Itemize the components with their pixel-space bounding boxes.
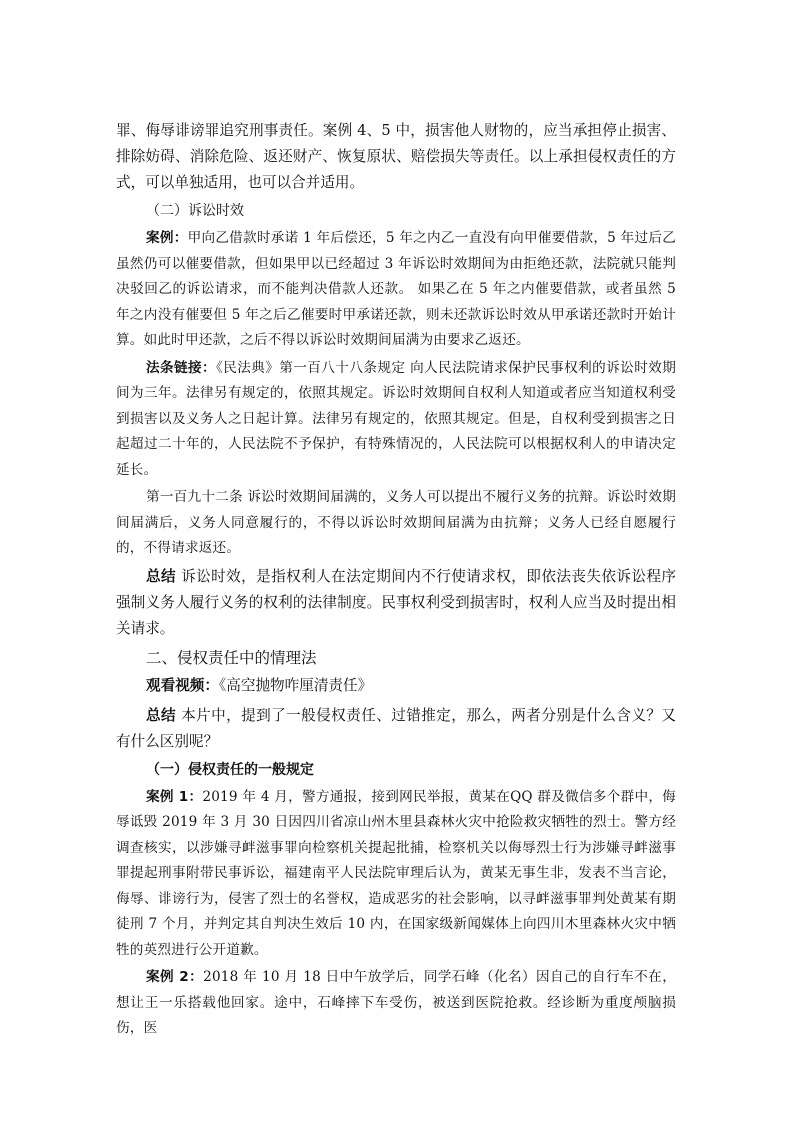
video-label: 观看视频： [146, 676, 219, 694]
paragraph-liability-methods: 罪、侮辱诽谤罪追究刑事责任。案例 4、5 中，损害他人财物的，应当承担停止损害、排除妨碍、消除危险、返还财产、恢复原状、赔偿损失等责任。以上承担侵权责任的方式，可以单独适用，也可以合并适用。 [116, 122, 676, 191]
law-link-text: 《民法典》第一百八十八条规定 向人民法院请求保护民事权利的诉讼时效期间为三年。法律另有规定的，依照其规定。诉讼时效期间自权利人知道或者应当知道权利受到损害以及义务人之日起计算。法律另有规定的，依照其规定。但是，自权利受到损害之日起超过二十年的，人民法院不予保护，有特殊情况的，人民法院可以根据权利人的申请决定延长。 [116, 359, 677, 478]
paragraph-summary-limitation [116, 564, 676, 642]
case-text: 甲向乙借款时承诺 1 年后偿还，5 年之内乙一直没有向甲催要借款，5 年过后乙虽然仍可以催要借款，但如果甲以已经超过 3 年诉讼时效期间为由拒绝还款，法院就只能判决驳回乙的诉讼请求，而不能判决借款人还款。 如果乙在 5 年之内催要借款，或者虽然 5 年之内没有催要但 5 年之后乙催要时甲承诺还款，则未还款诉讼时效从甲承诺还款时开始计算。如此时甲还款，之后不得以诉讼时效期间届满为由要求乙返还。 [116, 230, 676, 348]
heading-limitation-period: （二）诉讼时效 [146, 203, 244, 219]
summary-label-2: 总结 [146, 706, 177, 724]
paragraph-limitation-case [116, 226, 676, 354]
paragraph-video [116, 673, 676, 699]
paragraph-summary-question [116, 703, 676, 755]
heading-section-two: 二、侵权责任中的情理法 [146, 648, 317, 667]
video-title: 《高空抛物咋厘清责任》 [218, 676, 373, 694]
summary-text: 诉讼时效，是指权利人在法定期间内不行使请求权，即依法丧失依诉讼程序强制义务人履行义务的权利的法律制度。民事权利受到损害时，权利人应当及时提出相关请求。 [116, 567, 676, 637]
case-label: 案例： [146, 230, 188, 246]
heading-general-provisions: （一）侵权责任的一般规定 [146, 761, 314, 778]
paragraph-article-192: 第一百九十二条 诉讼时效期间届满的，义务人可以提出不履行义务的抗辩。诉讼时效期间届满后，义务人同意履行的，不得以诉讼时效期间届满为由抗辩；义务人已经自愿履行的，不得请求返还。 [116, 489, 676, 556]
page-content [116, 118, 676, 1042]
case1-label: 案例 1： [146, 788, 203, 805]
summary-label: 总结 [146, 567, 177, 585]
law-link-label: 法条链接： [146, 359, 217, 376]
case2-text: 2018 年 10 月 18 日中午放学后，同学石峰（化名）因自己的自行车不在，想让王一乐搭载他回家。途中，石峰摔下车受伤，被送到医院抢救。经诊断为重度颅脑损伤，医 [116, 969, 676, 1036]
case1-text: 2019 年 4 月，警方通报，接到网民举报，黄某在QQ 群及微信多个群中，侮辱诋毁 2019 年 3 月 30 日因四川省凉山州木里县森林火灾中抢险救灾牺牲的烈士。警方经调查核实，以涉嫌寻衅滋事罪向检察机关提起批捕，检察机关以侮辱烈士行为涉嫌寻衅滋事罪提起刑事附带民事诉讼，福建南平人民法院审理后认为，黄某无事生非，发表不当言论，侮辱、诽谤行为，侵害了烈士的名誉权，造成恶劣的社会影响，以寻衅滋事罪判处黄某有期徒刑 7 个月，并判定其自判决生效后 10 内，在国家级新闻媒体上向四川木里森林火灾中牺牲的英烈进行公开道歉。 [116, 788, 676, 958]
case2-label: 案例 2： [146, 969, 204, 985]
summary-text-2: 本片中，提到了一般侵权责任、过错推定，那么，两者分别是什么含义？又有什么区别呢？ [116, 706, 676, 750]
paragraph-case-1 [116, 785, 676, 964]
paragraph-law-link [116, 356, 676, 484]
paragraph-case-2 [116, 965, 676, 1042]
